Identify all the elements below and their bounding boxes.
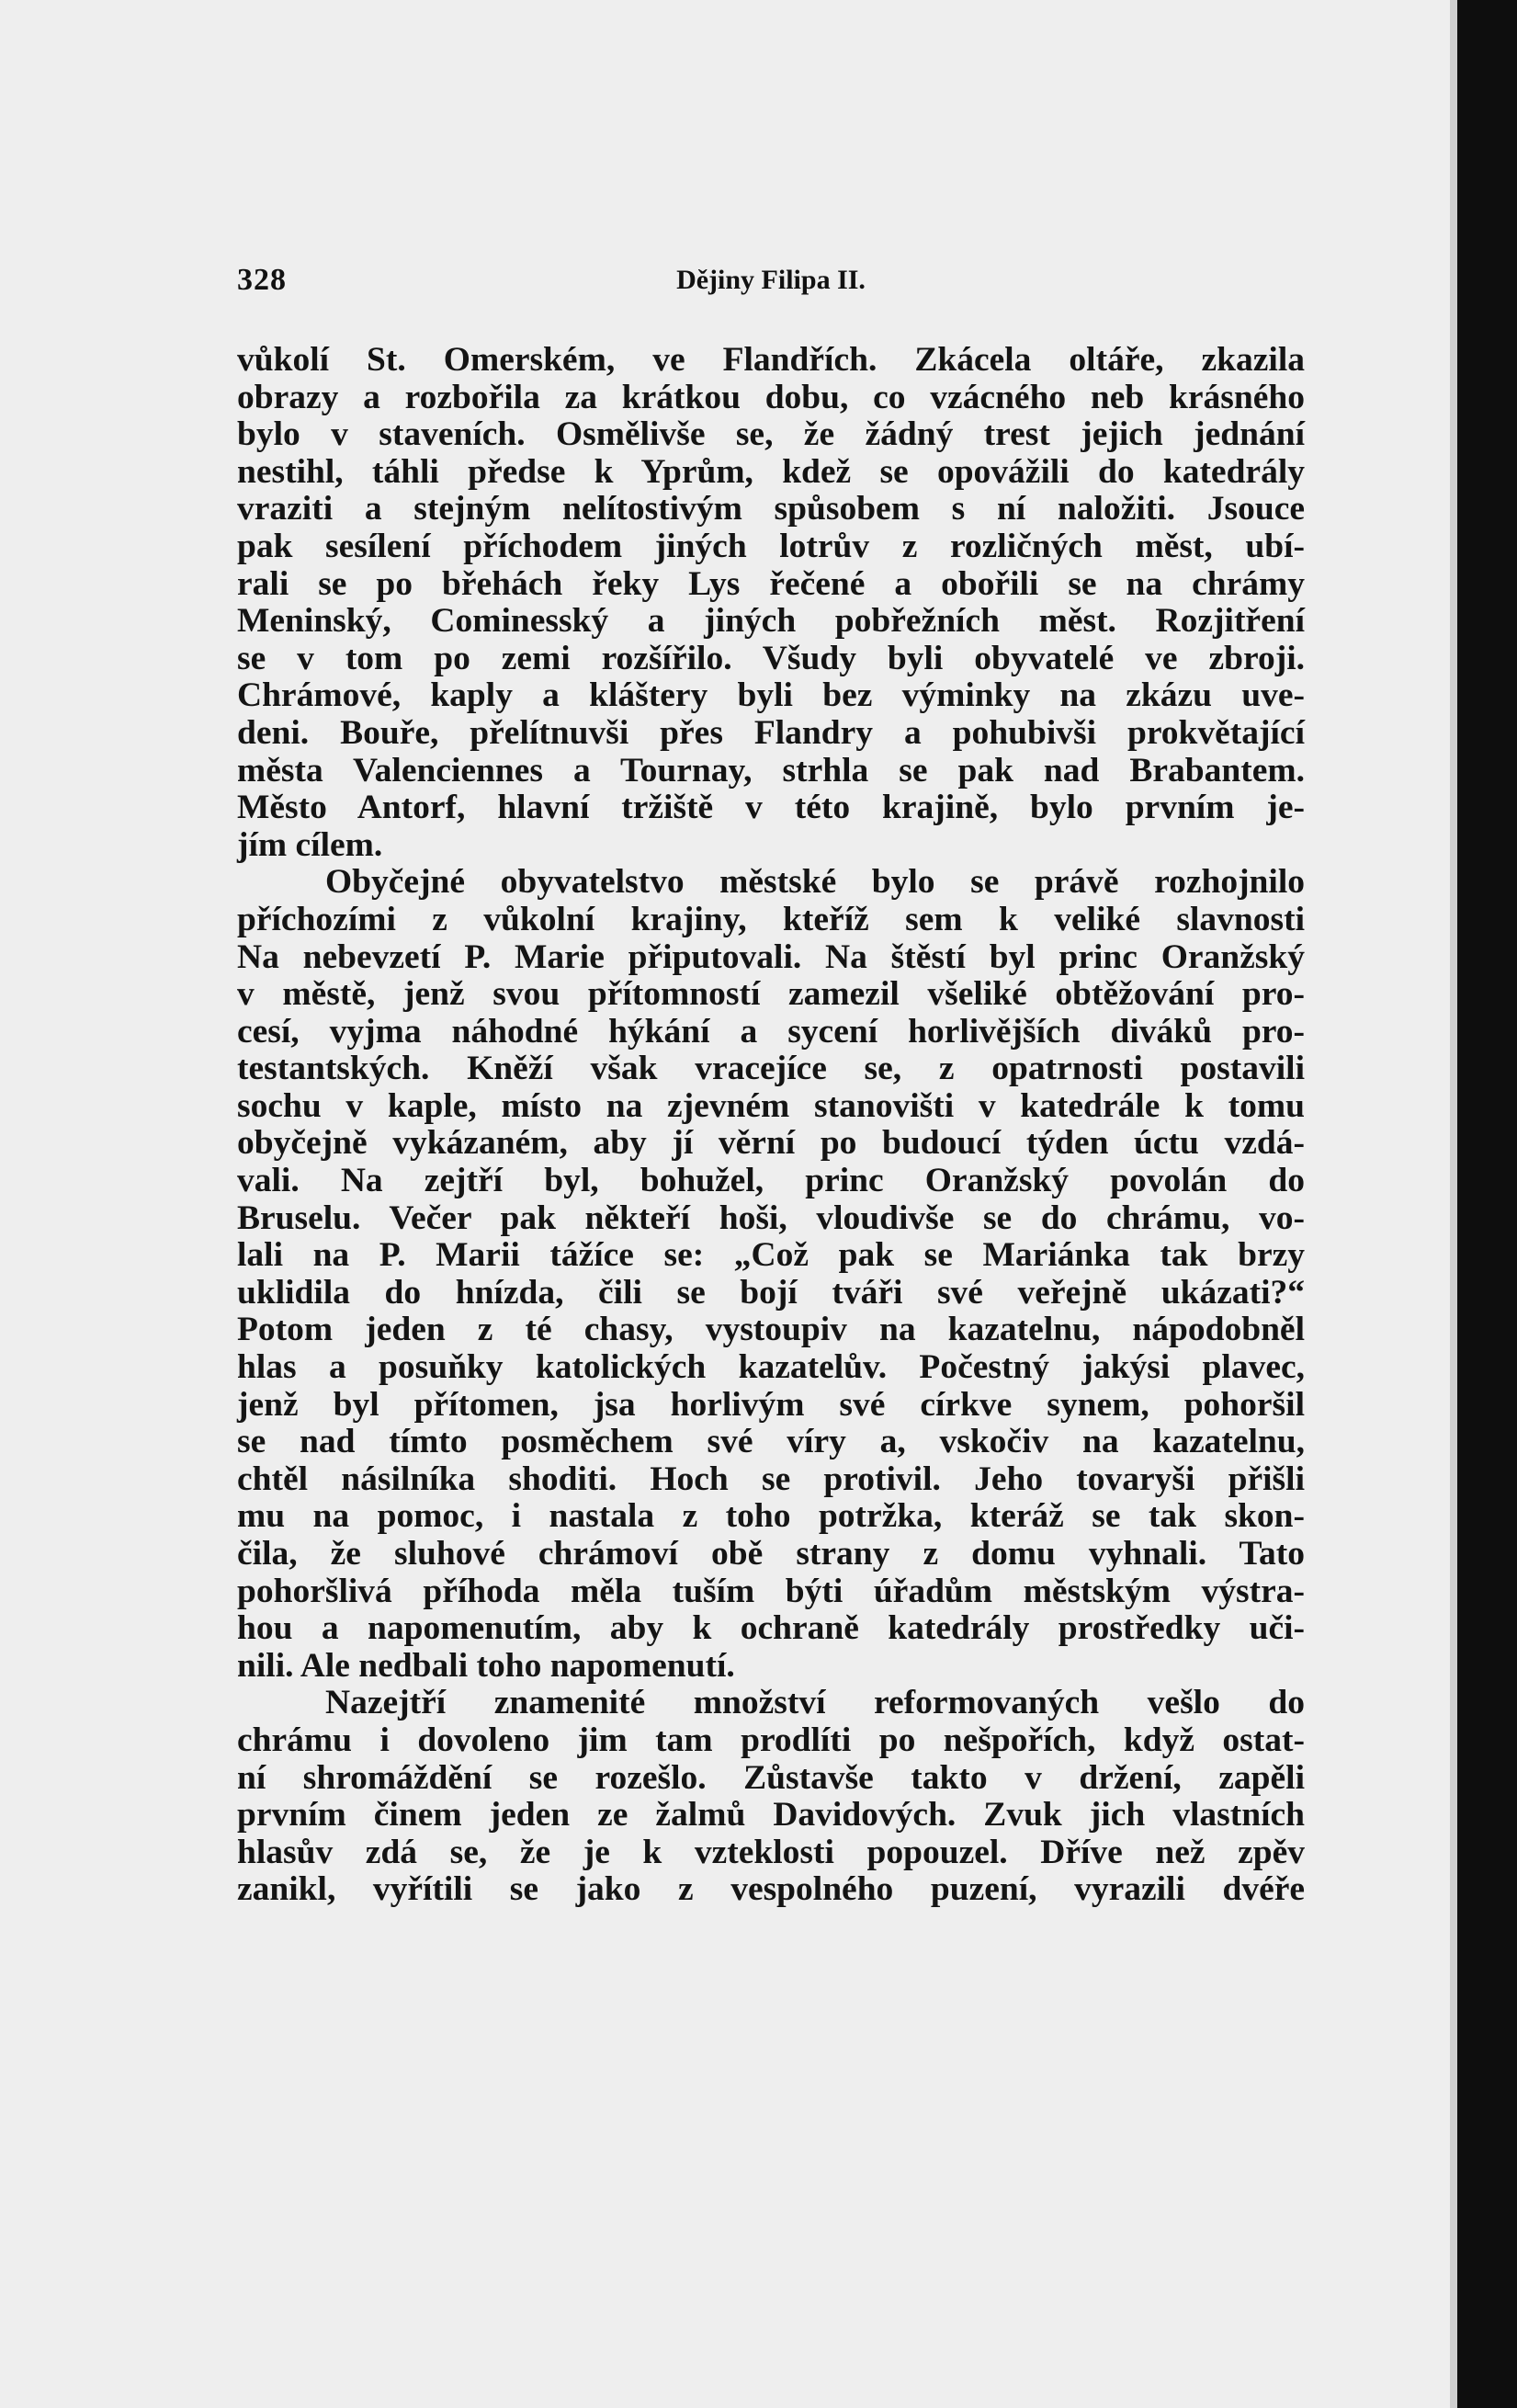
text-line: Nazejtří znamenité množství reformovaných vešlo do: [325, 1684, 1305, 1722]
paragraph: [237, 342, 1305, 864]
text-line: chtěl násilníka shoditi. Hoch se protivil. Jeho tovaryši přišli: [237, 1460, 1305, 1498]
text-line: prvním činem jeden ze žalmů Davidových. Zvuk jich vlastních: [237, 1796, 1305, 1834]
text-line: jím cílem.: [237, 825, 383, 864]
paragraph: [237, 864, 1305, 1685]
text-line: uklidila do hnízda, čili se bojí tváři své veřejně ukázati?“: [237, 1273, 1305, 1312]
text-line: mu na pomoc, i nastala z toho potržka, kteráž se tak skon-: [237, 1497, 1305, 1536]
scan-border: [1457, 0, 1517, 2408]
paragraph: [237, 1685, 1305, 1909]
text-line: Potom jeden z té chasy, vystoupiv na kazatelnu, nápodobněl: [237, 1311, 1305, 1349]
text-line: hlasův zdá se, že je k vzteklosti popouzel. Dříve než zpěv: [237, 1833, 1305, 1871]
text-line: vraziti a stejným nelítostivým spůsobem s ní naložiti. Jsouce: [237, 490, 1305, 528]
text-line: lali na P. Marii tážíce se: „Což pak se Mariánka tak brzy: [237, 1236, 1305, 1275]
text-line: cesí, vyjma náhodné hýkání a sycení horlivějších diváků pro-: [237, 1012, 1305, 1051]
text-line: zanikl, vyřítili se jako z vespolného puzení, vyrazili dvéře: [237, 1870, 1305, 1909]
text-line: se nad tímto posměchem své víry a, vskočiv na kazatelnu,: [237, 1423, 1305, 1461]
text-line: Bruselu. Večer pak někteří hoši, vloudivše se do chrámu, vo-: [237, 1198, 1305, 1237]
text-line: Chrámové, kaply a kláštery byli bez výminky na zkázu uve-: [237, 676, 1305, 715]
text-line: v městě, jenž svou přítomností zamezil všeliké obtěžování pro-: [237, 975, 1305, 1014]
page-number: 328: [237, 263, 287, 297]
text-line: deni. Bouře, přelítnuvši přes Flandry a pohubivši prokvětající: [237, 713, 1305, 752]
text-line: sochu v kaple, místo na zjevném stanovišti v katedrále k tomu: [237, 1086, 1305, 1125]
text-line: vali. Na zejtří byl, bohužel, princ Oranžský povolán do: [237, 1162, 1305, 1200]
text-line: ní shromáždění se rozešlo. Zůstavše takto v držení, zapěli: [237, 1758, 1305, 1797]
text-line: Obyčejné obyvatelstvo městské bylo se právě rozhojnilo: [325, 863, 1305, 902]
text-line: hou a napomenutím, aby k ochraně katedrály prostředky uči-: [237, 1609, 1305, 1648]
page-edge: [1450, 0, 1457, 2408]
text-line: hlas a posuňky katolických kazatelův. Počestný jakýsi plavec,: [237, 1348, 1305, 1387]
text-line: Meninský, Cominesský a jiných pobřežních měst. Rozjitření: [237, 602, 1305, 641]
text-line: se v tom po zemi rozšířilo. Všudy byli obyvatelé ve zbroji.: [237, 639, 1305, 677]
text-line: města Valenciennes a Tournay, strhla se pak nad Brabantem.: [237, 751, 1305, 789]
running-head: Dějiny Filipa II.: [676, 265, 866, 295]
text-line: testantských. Kněží však vracejíce se, z opatrnosti postavili: [237, 1050, 1305, 1088]
text-line: bylo v staveních. Osmělivše se, že žádný trest jejich jednání: [237, 415, 1305, 454]
text-line: jenž byl přítomen, jsa horlivým své církve synem, pohoršil: [237, 1385, 1305, 1424]
text-line: nestihl, táhli předse k Yprům, kdež se opovážili do katedrály: [237, 452, 1305, 491]
text-line: vůkolí St. Omerském, ve Flandřích. Zkácela oltáře, zkazila: [237, 341, 1305, 379]
text-line: pohoršlivá příhoda měla tuším býti úřadům městským výstra-: [237, 1572, 1305, 1610]
body-text: [237, 342, 1305, 1909]
text-line: příchozími z vůkolní krajiny, kteříž sem k veliké slavnosti: [237, 900, 1305, 938]
text-line: rali se po břehách řeky Lys řečené a obořili se na chrámy: [237, 564, 1305, 603]
text-line: obyčejně vykázaném, aby jí věrní po budoucí týden úctu vzdá-: [237, 1124, 1305, 1163]
text-line: Na nebevzetí P. Marie připutovali. Na štěstí byl princ Oranžský: [237, 937, 1305, 976]
text-line: obrazy a rozbořila za krátkou dobu, co vzácného neb krásného: [237, 378, 1305, 416]
text-line: nili. Ale nedbali toho napomenutí.: [237, 1646, 735, 1685]
text-line: čila, že sluhové chrámoví obě strany z domu vyhnali. Tato: [237, 1535, 1305, 1573]
text-line: Město Antorf, hlavní tržiště v této krajině, bylo prvním je-: [237, 789, 1305, 827]
text-line: chrámu i dovoleno jim tam prodlíti po nešpořích, když ostat-: [237, 1721, 1305, 1759]
text-line: pak sesílení příchodem jiných lotrův z rozličných měst, ubí-: [237, 527, 1305, 565]
page-header: [237, 263, 1305, 307]
